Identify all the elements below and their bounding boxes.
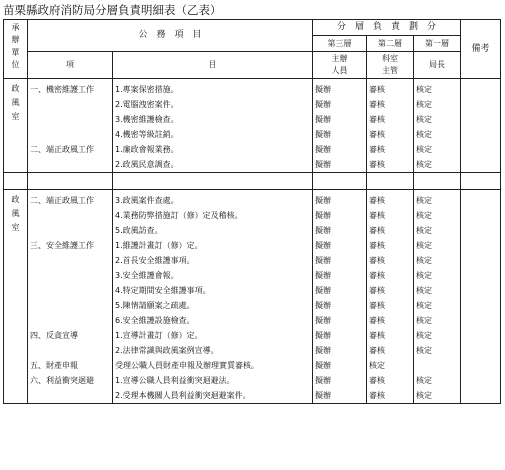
level2-cell: 審核 <box>369 316 386 325</box>
unit-header-char: 單 <box>11 47 20 57</box>
level2-cell: 審核 <box>369 376 386 385</box>
level3-cell: 擬辦 <box>315 286 332 295</box>
goal-cell: 1.專案保密措施。 <box>115 85 179 94</box>
goal-cell: 2.政風民意調查。 <box>115 160 179 169</box>
affairs-header: 公 務 項 目 <box>28 20 313 52</box>
item-cell: 五、財產申報 <box>30 361 78 370</box>
item-cell: 二、端正政風工作 <box>30 145 94 154</box>
document-title: 苗栗縣政府消防局分層負責明細表（乙表） <box>3 3 222 17</box>
unit-char: 風 <box>11 98 20 107</box>
unit-char: 政 <box>11 84 20 93</box>
role3-line: 人員 <box>331 66 348 75</box>
item-cell: 一、機密維護工作 <box>30 85 94 94</box>
remarks-header: 備考 <box>461 20 501 79</box>
level2-cell: 審核 <box>369 346 386 355</box>
unit-char: 室 <box>11 112 20 121</box>
section1-items <box>28 79 113 173</box>
level1-cell: 核定 <box>416 256 433 265</box>
level3-cell: 擬辦 <box>315 211 332 220</box>
level2-cell: 審核 <box>369 85 386 94</box>
role3-header <box>313 52 367 79</box>
item-cell: 二、端正政風工作 <box>30 196 94 205</box>
level3-cell: 擬辦 <box>315 361 332 370</box>
goal-cell: 1.宣導計畫訂（修）定。 <box>115 331 203 340</box>
section1-row <box>4 79 501 173</box>
item-cell: 六、利益衝突迴避 <box>30 376 94 385</box>
level1-cell: 核定 <box>416 391 433 400</box>
level3-cell: 擬辦 <box>315 145 332 154</box>
level3-cell: 擬辦 <box>315 241 332 250</box>
levels-header: 分 層 負 責 劃 分 <box>313 20 461 36</box>
section1-level3 <box>313 79 367 173</box>
level3-cell: 擬辦 <box>315 316 332 325</box>
level1-cell: 核定 <box>416 85 433 94</box>
unit-header-char: 辦 <box>11 35 20 45</box>
goal-cell: 3.安全維護會報。 <box>115 271 179 280</box>
role2-line: 主管 <box>382 66 399 75</box>
item-cell: 四、反貪宣導 <box>30 331 78 340</box>
section2-level1 <box>414 190 461 404</box>
section2-level3 <box>313 190 367 404</box>
level1-cell: 核定 <box>416 271 433 280</box>
goal-cell: 6.安全維護設施檢查。 <box>115 316 195 325</box>
section1-level2 <box>367 79 414 173</box>
level3-cell: 擬辦 <box>315 376 332 385</box>
section2-level2 <box>367 190 414 404</box>
unit-char: 室 <box>11 223 20 232</box>
level3-cell: 擬辦 <box>315 331 332 340</box>
level2-cell: 審核 <box>369 226 386 235</box>
role3-line: 主辦 <box>331 54 348 63</box>
section2-row <box>4 190 501 404</box>
level3-cell: 擬辦 <box>315 256 332 265</box>
goal-cell: 1.廉政會報業務。 <box>115 145 179 154</box>
section2-items <box>28 190 113 404</box>
goal-cell: 1.宣導公職人員利益衝突迴避法。 <box>115 376 235 385</box>
level2-cell: 審核 <box>369 391 386 400</box>
goal-cell: 2.電腦洩密案件。 <box>115 100 179 109</box>
level1-cell: 核定 <box>416 241 433 250</box>
unit-char: 政 <box>11 195 20 204</box>
level2-cell: 審核 <box>369 145 386 154</box>
level3-cell: 擬辦 <box>315 85 332 94</box>
level1-cell: 核定 <box>416 286 433 295</box>
level1-cell: 核定 <box>416 316 433 325</box>
goal-cell: 4.機密等級註銷。 <box>115 130 179 139</box>
section1-remarks <box>461 79 501 173</box>
goal-cell: 3.政風案件查處。 <box>115 196 179 205</box>
section2-goals <box>113 190 313 404</box>
level3-cell: 擬辦 <box>315 391 332 400</box>
unit-header <box>4 20 28 79</box>
level3-cell: 擬辦 <box>315 115 332 124</box>
level2-cell: 審核 <box>369 100 386 109</box>
level1-cell: 核定 <box>416 100 433 109</box>
level2-cell: 審核 <box>369 115 386 124</box>
goal-cell: 5.政風訪查。 <box>115 226 163 235</box>
item-cell: 三、安全維護工作 <box>30 241 94 250</box>
level1-cell: 核定 <box>416 145 433 154</box>
goal-cell: 4.特定期間安全維護事項。 <box>115 286 211 295</box>
goal-cell: 1.維護計畫訂（修）定。 <box>115 241 203 250</box>
level2-cell: 審核 <box>369 160 386 169</box>
section1-goals <box>113 79 313 173</box>
goal-cell: 受理公職人員財產申報及辦理實質審核。 <box>115 361 259 370</box>
level2-cell: 審核 <box>369 130 386 139</box>
level1-cell: 核定 <box>416 376 433 385</box>
section1-level1 <box>414 79 461 173</box>
unit-header-char: 承 <box>11 23 20 32</box>
goal-cell: 2.首長安全維護事項。 <box>115 256 195 265</box>
level1-cell: 核定 <box>416 160 433 169</box>
unit-header-char: 位 <box>11 60 20 70</box>
responsibility-table <box>3 19 501 404</box>
level3-header: 第三層 <box>313 36 367 52</box>
goal-col-header: 目 <box>113 52 313 79</box>
level2-cell: 審核 <box>369 241 386 250</box>
role1-header: 局長 <box>414 52 461 79</box>
level2-cell: 審核 <box>369 211 386 220</box>
level2-cell: 審核 <box>369 271 386 280</box>
level3-cell: 擬辦 <box>315 196 332 205</box>
level3-cell: 擬辦 <box>315 100 332 109</box>
level2-header: 第二層 <box>367 36 414 52</box>
level3-cell: 擬辦 <box>315 130 332 139</box>
goal-cell: 4.業務防弊措施訂（修）定及稽核。 <box>115 211 243 220</box>
section-spacer <box>4 173 501 190</box>
level1-cell: 核定 <box>416 115 433 124</box>
goal-cell: 2.受理本機關人員利益衝突迴避案件。 <box>115 391 251 400</box>
goal-cell: 2.法律常識與政風案例宣導。 <box>115 346 219 355</box>
level1-cell: 核定 <box>416 301 433 310</box>
item-col-header: 項 <box>28 52 113 79</box>
level3-cell: 擬辦 <box>315 271 332 280</box>
level3-cell: 擬辦 <box>315 301 332 310</box>
level2-cell: 審核 <box>369 196 386 205</box>
goal-cell: 5.陳情請願案之疏處。 <box>115 301 195 310</box>
level1-cell: 核定 <box>416 196 433 205</box>
role2-line: 科室 <box>382 54 399 63</box>
goal-cell: 3.機密維護檢查。 <box>115 115 179 124</box>
level3-cell: 擬辦 <box>315 226 332 235</box>
level2-cell: 核定 <box>369 361 386 370</box>
level2-cell: 審核 <box>369 301 386 310</box>
level1-cell: 核定 <box>416 331 433 340</box>
level2-cell: 審核 <box>369 331 386 340</box>
level1-cell: 核定 <box>416 130 433 139</box>
level1-cell: 核定 <box>416 346 433 355</box>
header-row-1 <box>4 20 501 36</box>
level1-cell: 核定 <box>416 211 433 220</box>
role2-header <box>367 52 414 79</box>
level1-cell <box>416 358 458 373</box>
level1-cell: 核定 <box>416 226 433 235</box>
level1-header: 第一層 <box>414 36 461 52</box>
section1-unit <box>4 79 28 173</box>
level3-cell: 擬辦 <box>315 160 332 169</box>
level2-cell: 審核 <box>369 256 386 265</box>
section2-unit <box>4 190 28 404</box>
level2-cell: 審核 <box>369 286 386 295</box>
level3-cell: 擬辦 <box>315 346 332 355</box>
unit-char: 風 <box>11 209 20 218</box>
section2-remarks <box>461 190 501 404</box>
